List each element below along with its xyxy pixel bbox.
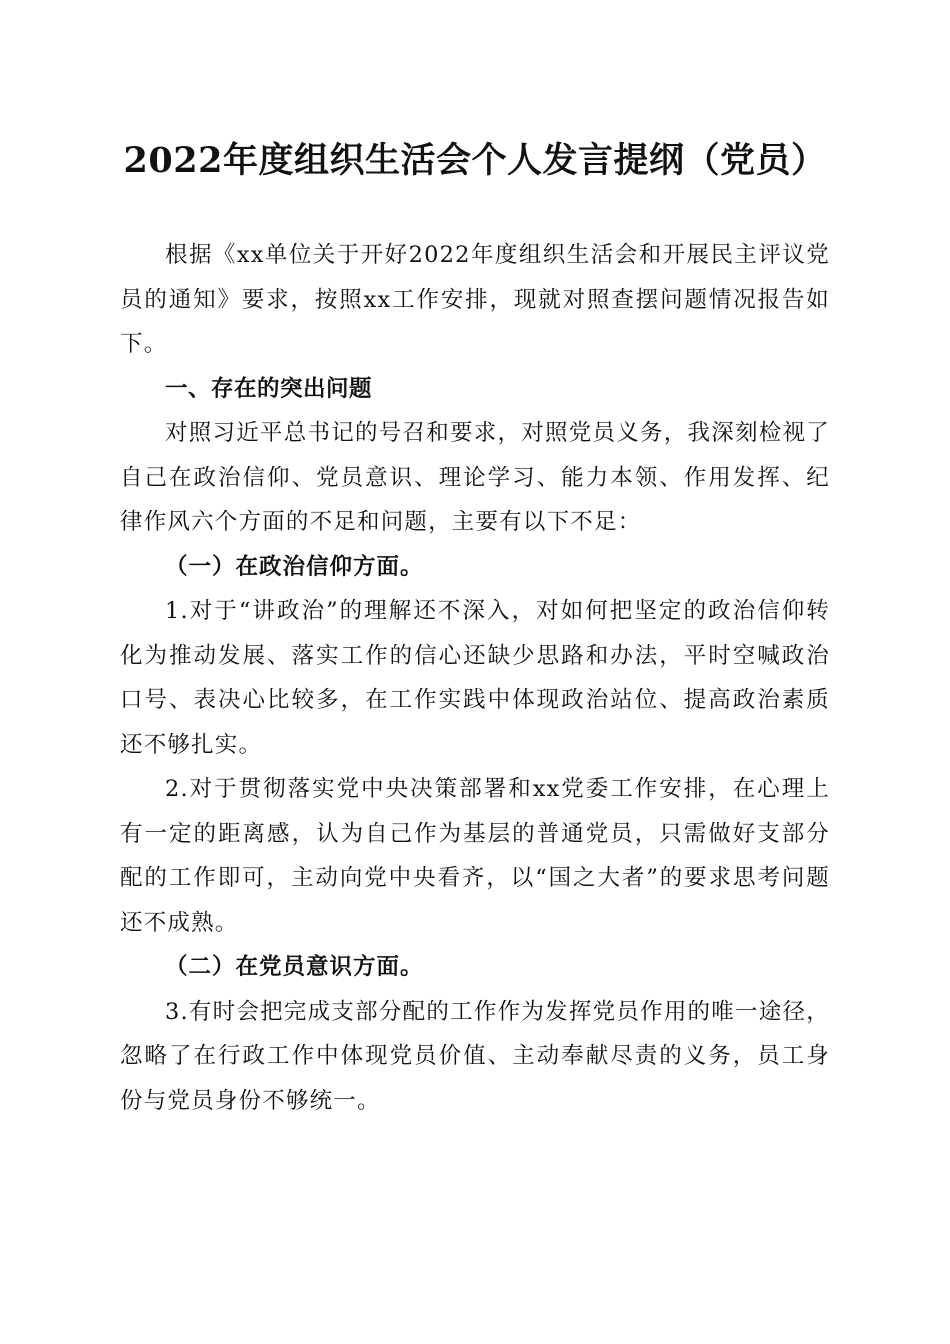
paragraph-item-2: 2.对于贯彻落实党中央决策部署和xx党委工作安排，在心理上有一定的距离感，认为自己作为基层的普通党员，只需做好支部分配的工作即可，主动向党中央看齐，以“国之大者”的要求思考问题还不成熟。 — [120, 776, 830, 936]
document-title: 2022年度组织生活会个人发言提纲（党员） — [123, 140, 827, 181]
paragraph-overview: 对照习近平总书记的号召和要求，对照党员义务，我深刻检视了自己在政治信仰、党员意识、理论学习、能力本领、作用发挥、纪律作风六个方面的不足和问题，主要有以下不足： — [120, 420, 830, 535]
document-body — [120, 233, 830, 1123]
section-heading-problems: 一、存在的突出问题 — [165, 375, 373, 402]
subsection-heading-political-belief: （一）在政治信仰方面。 — [165, 553, 424, 580]
paragraph-item-3: 3.有时会把完成支部分配的工作作为发挥党员作用的唯一途径，忽略了在行政工作中体现党员价值、主动奉献尽责的义务，员工身份与党员身份不够统一。 — [120, 998, 830, 1114]
paragraph-item-1: 1.对于“讲政治”的理解还不深入，对如何把坚定的政治信仰转化为推动发展、落实工作的信心还缺少思路和办法，平时空喊政治口号、表决心比较多，在工作实践中体现政治站位、提高政治素质还不够扎实。 — [120, 598, 830, 758]
subsection-heading-party-awareness: （二）在党员意识方面。 — [165, 954, 424, 980]
paragraph-intro: 根据《xx单位关于开好2022年度组织生活会和开展民主评议党员的通知》要求，按照xx工作安排，现就对照查摆问题情况报告如下。 — [120, 242, 830, 357]
